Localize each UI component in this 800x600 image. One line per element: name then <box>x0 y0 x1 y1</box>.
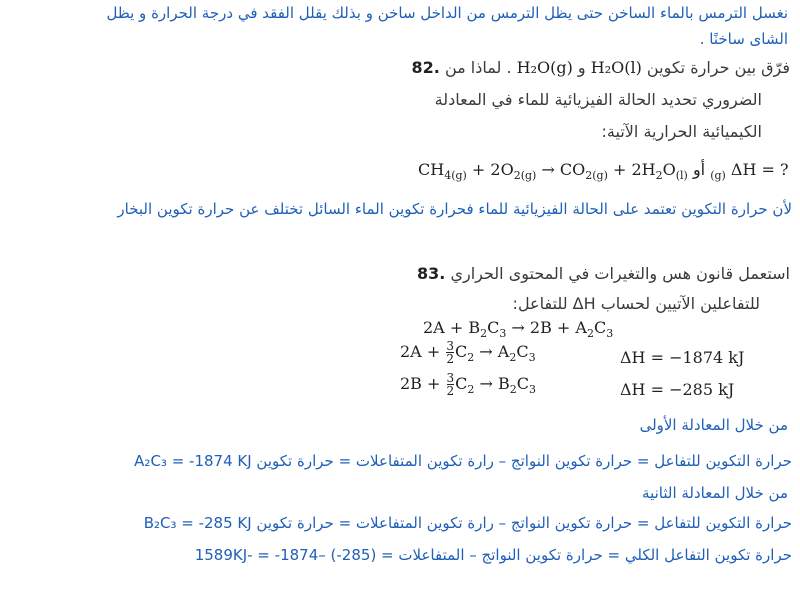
answer-83-line-2: حرارة التكوين للتفاعل = حرارة تكوين النواتج – رارة تكوين المتفاعلات = حرارة تكوين A₂C₃ = -1874 KJ <box>134 452 792 470</box>
question-82-line-3: الكيميائية الحرارية الآتية: <box>601 122 762 141</box>
answer-83-line-5: حرارة تكوين التفاعل الكلي = حرارة تكوين النواتج – المتفاعلات = (285-) –1874- = -1589KJ <box>194 546 792 564</box>
reaction-1-delta-h: ΔH = −1874 kJ <box>620 348 745 367</box>
formula-h2o-gas: H₂O(g) <box>516 58 573 77</box>
q82-equation: $CH_{4(g)} + 2O_{2(g)} \to CO_{2(g)} + 2H_2O_{(l)}$ أو $_{(g)}$ ΔH = ? <box>418 160 789 183</box>
reaction-2: 2B + $\frac{3}{2}$ $C_2 \to B_2C_3$ <box>400 371 536 398</box>
answer-83-line-4: حرارة التكوين للتفاعل = حرارة تكوين النواتج – رارة تكوين المتفاعلات = حرارة تكوين B₂C₃ = -285 KJ <box>143 514 792 532</box>
question-number: 83. <box>417 264 446 283</box>
reaction-2-delta-h: ΔH = −285 kJ <box>620 380 735 399</box>
answer-83-line-1: من خلال المعادلة الأولى <box>639 416 788 434</box>
answer-83-line-3: من خلال المعادلة الثانية <box>642 484 788 502</box>
answer-81-line-2: الشاى ساخنًا . <box>699 30 788 48</box>
target-reaction: $2A + B_2C_3 \to 2B + A_2C_3$ <box>423 318 614 341</box>
formula-h2o-liquid: H₂O(l) <box>590 58 642 77</box>
answer-82: لأن حرارة التكوين تعتمد على الحالة الفيزيائية للماء فحرارة تكوين الماء السائل تختلف عن حرارة تكوين البخار <box>117 200 792 218</box>
question-82-line-2: الضروري تحديد الحالة الفيزيائية للماء في المعادلة <box>434 90 762 109</box>
or-word: أو <box>692 160 706 179</box>
q82-and-word: و <box>572 58 586 77</box>
reaction-1: 2A + $\frac{3}{2}$ $C_2 \to A_2C_3$ <box>400 339 536 366</box>
question-82-line-1 <box>190 58 790 77</box>
answer-81-line-1: نغسل الترمس بالماء الساخن حتى يظل الترمس من الداخل ساخن و بذلك يقلل الفقد في درجة الحرارة و يظل <box>106 4 788 22</box>
q83-text: استعمل قانون هس والتغيرات في المحتوى الحراري <box>450 264 790 283</box>
question-83-line-1 <box>270 264 790 283</box>
q82-text-b: . لماذا من <box>444 58 512 77</box>
question-83-line-2: للتفاعلين الآتيين لحساب ΔH للتفاعل: <box>512 294 760 313</box>
delta-h-question: ΔH = ? <box>730 160 789 179</box>
q82-text-a: فرّق بين حرارة تكوين <box>641 58 790 77</box>
question-number: 82. <box>411 58 440 77</box>
